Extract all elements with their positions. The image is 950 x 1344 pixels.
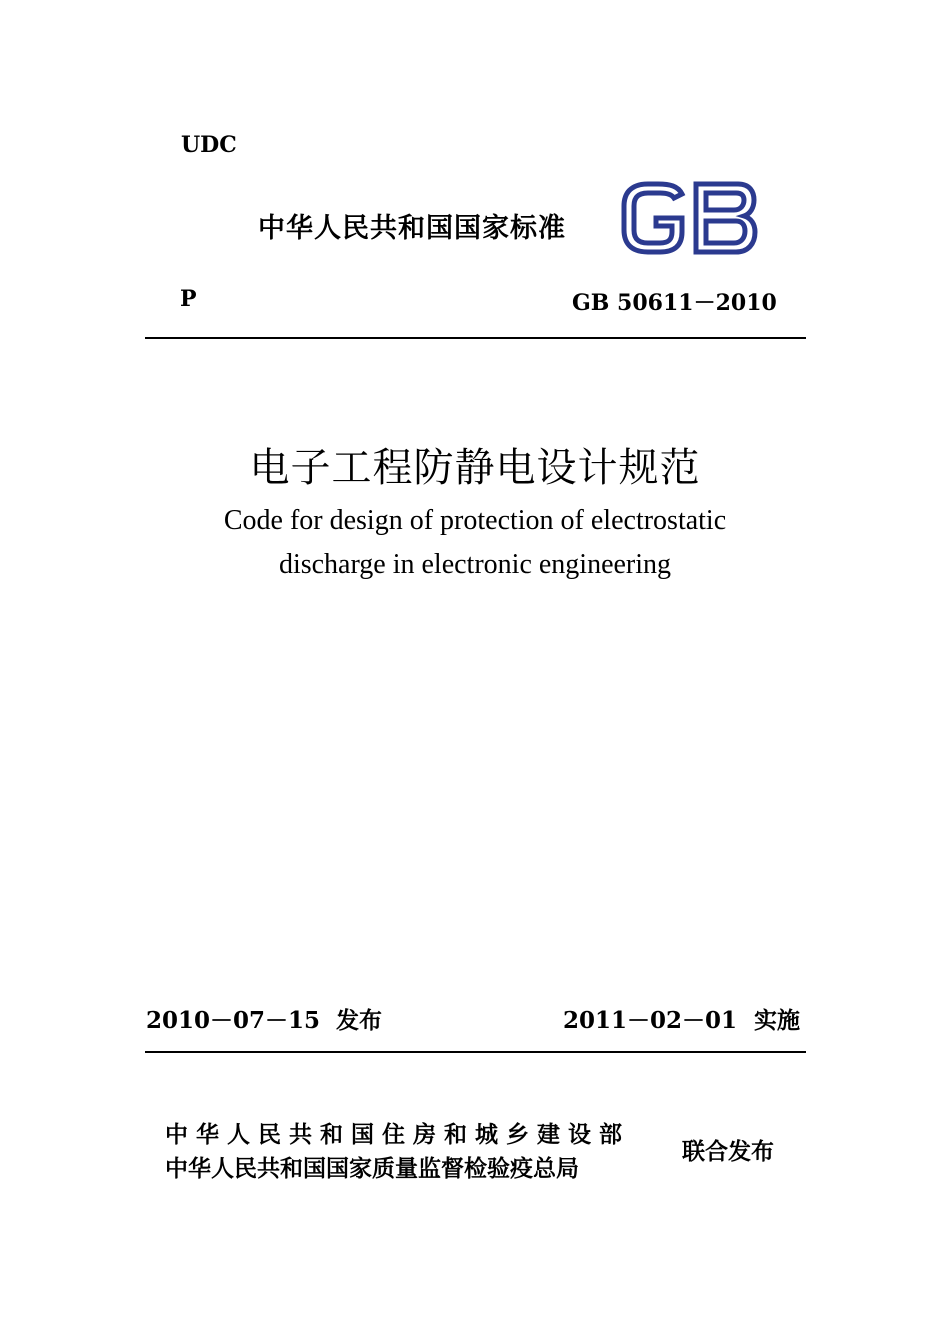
issue-label: 发布 — [336, 1008, 382, 1034]
divider-top — [145, 337, 806, 339]
gb-logo-icon — [620, 180, 758, 256]
issuer-ministry: 中华人民共和国住房和城乡建设部 — [165, 1122, 630, 1148]
issuer-aqsiq: 中华人民共和国国家质量监督检验疫总局 — [165, 1156, 579, 1182]
joint-issue-label: 联合发布 — [682, 1139, 774, 1165]
title-english-line2: discharge in electronic engineering — [278, 549, 672, 580]
udc-label: UDC — [181, 132, 237, 158]
national-standard-title: 中华人民共和国国家标准 — [258, 213, 566, 244]
divider-bottom — [145, 1051, 806, 1053]
classification-code: P — [180, 286, 197, 312]
svg-text:GB: GB — [620, 180, 622, 181]
standard-number: GB 50611－2010 — [572, 290, 777, 316]
title-english-line1: Code for design of protection of electrostatic — [223, 505, 727, 536]
issue-date: 2010－07－15 — [146, 1007, 321, 1034]
implement-date: 2011－02－01 — [563, 1007, 738, 1034]
title-chinese: 电子工程防静电设计规范 — [249, 445, 701, 491]
implement-label: 实施 — [754, 1008, 800, 1034]
